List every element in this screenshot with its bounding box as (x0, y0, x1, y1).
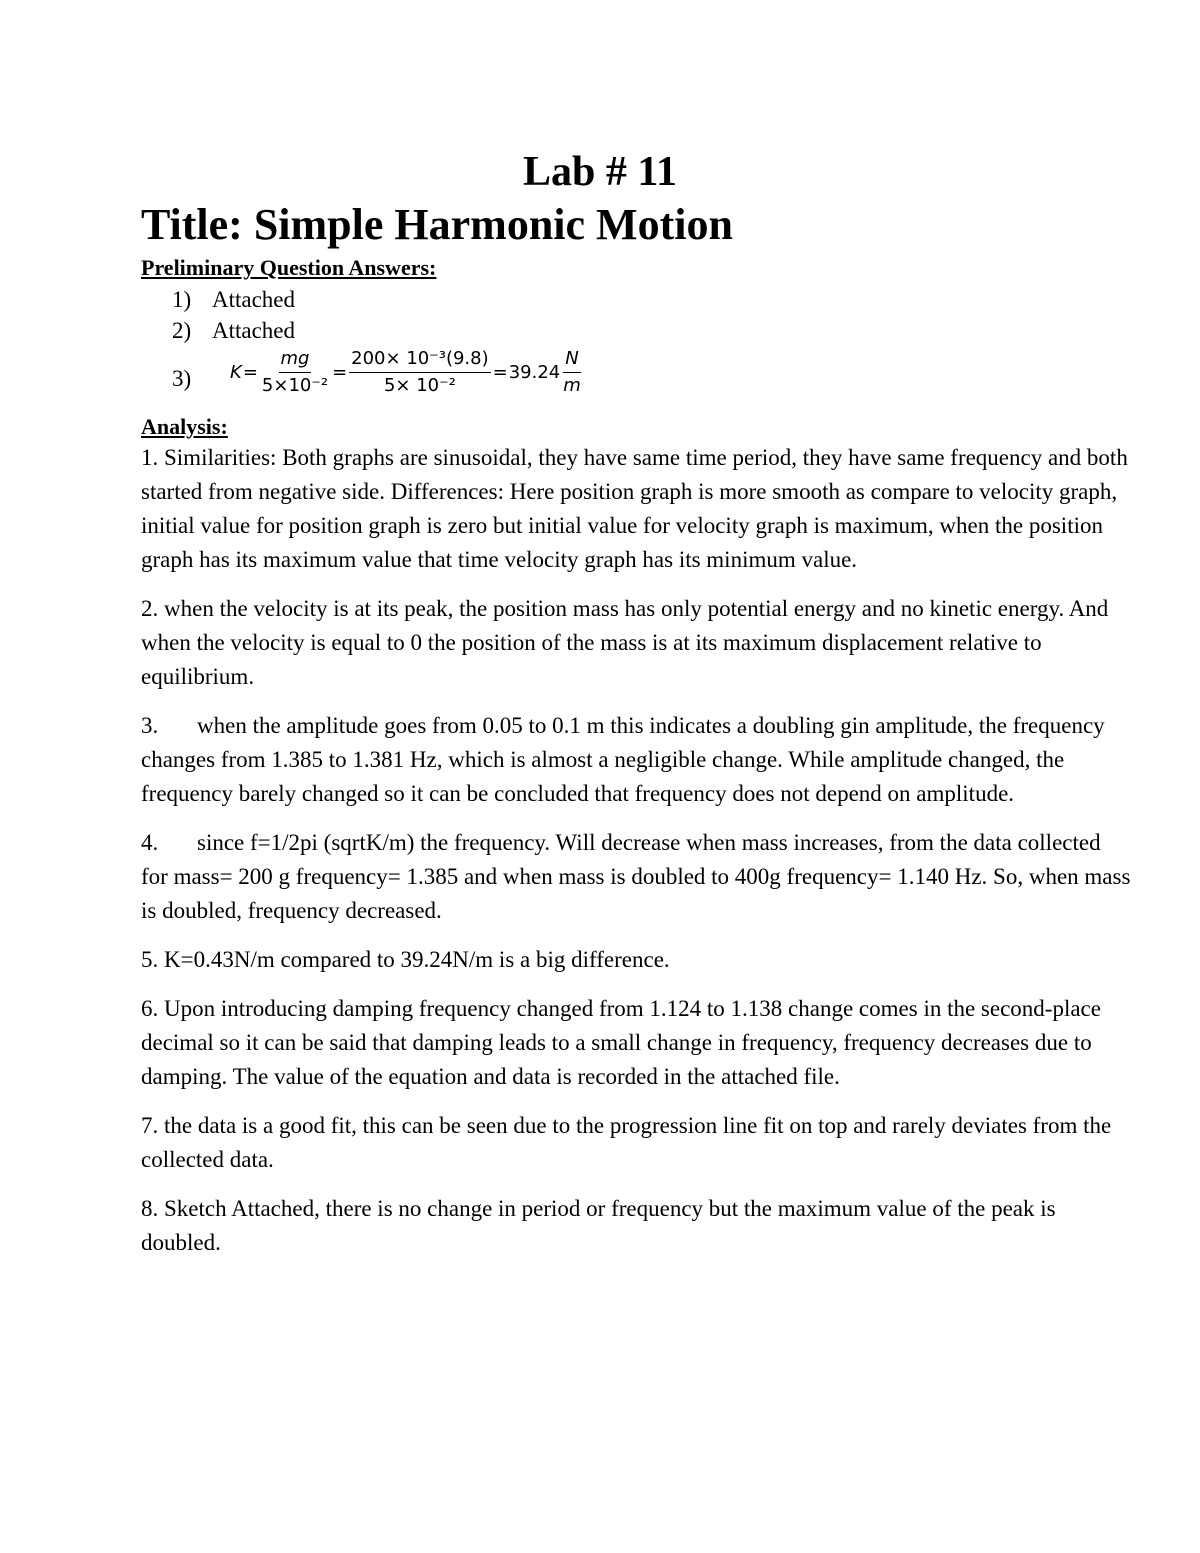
answer-text: Similarities: Both graphs are sinusoidal, they have same time period, they have same frequency and both started from negative side. Differences: Here position graph is more smooth as compare to velocity graph, initial value for position graph is zero but initial value for velocity graph is maximum, when the position graph has its maximum value that time velocity graph has its minimum value. (141, 445, 1128, 572)
answer-index: 3. (141, 713, 159, 738)
answer-paragraph (141, 592, 1131, 694)
fraction-values (349, 348, 490, 397)
answer-text: Sketch Attached, there is no change in period or frequency but the maximum value of the peak is doubled. (141, 1196, 1056, 1255)
answer-index: 8. (141, 1196, 159, 1221)
answer-text: the data is a good fit, this can be seen due to the progression line fit on top and rarely deviates from the collected data. (141, 1113, 1112, 1172)
spring-constant-equation (230, 348, 584, 397)
preliminary-item-text: Attached (212, 318, 296, 343)
answer-text: K=0.43N/m compared to 39.24N/m is a big difference. (164, 947, 670, 972)
answer-index: 4. (141, 830, 159, 855)
fraction-denominator: 5× 10⁻² (383, 375, 456, 396)
answer-paragraph (141, 1109, 1131, 1177)
analysis-heading: Analysis: (141, 414, 228, 439)
answer-paragraph (141, 441, 1131, 577)
unit-denominator: m (563, 375, 581, 396)
preliminary-item-number: 1) (172, 287, 192, 312)
answer-text: when the velocity is at its peak, the position mass has only potential energy and no kinetic energy. And when the velocity is equal to 0 the position of the mass is at its maximum displacement relative to equilibrium. (141, 596, 1109, 689)
equals-sign: = (492, 362, 508, 383)
answer-text: Upon introducing damping frequency changed from 1.124 to 1.138 change comes in the second-place decimal so it can be said that damping leads to a small change in frequency, frequency decreases due to damping. The value of the equation and data is recorded in the attached file. (141, 996, 1101, 1089)
answer-text: when the amplitude goes from 0.05 to 0.1 m this indicates a doubling gin amplitude, the frequency changes from 1.385 to 1.381 Hz, which is almost a negligible change. While amplitude changed, the frequency barely changed so it can be concluded that frequency does not depend on amplitude. (141, 713, 1105, 806)
answer-index: 5. (141, 947, 159, 972)
answer-index: 6. (141, 996, 159, 1021)
preliminary-item (172, 284, 295, 315)
preliminary-item-text: Attached (212, 287, 296, 312)
preliminary-heading: Preliminary Question Answers: (141, 255, 437, 280)
answer-text: since f=1/2pi (sqrtK/m) the frequency. Will decrease when mass increases, from the data collected for mass= 200 g frequency= 1.385 and when mass is doubled to 400g frequency= 1.140 Hz. So, when mass is doubled, frequency decreased. (141, 830, 1131, 923)
equals-sign: = (332, 362, 348, 383)
equals-sign: = (242, 362, 258, 383)
fraction-numerator: 200× 10⁻³(9.8) (349, 348, 490, 373)
unit-numerator: N (563, 348, 580, 373)
answer-paragraph (141, 943, 1131, 977)
lab-title: Title: Simple Harmonic Motion (141, 200, 733, 249)
answer-index: 7. (141, 1113, 159, 1138)
equation-result: 39.24 (508, 362, 561, 383)
analysis-answers (141, 441, 1131, 1275)
fraction-denominator: 5×10⁻² (261, 375, 329, 396)
answer-paragraph (141, 1192, 1131, 1260)
equation-lhs: K (230, 362, 242, 383)
fraction-numerator: mg (279, 348, 312, 373)
fraction-mg (260, 348, 330, 397)
answer-index: 2. (141, 596, 159, 621)
preliminary-list (172, 284, 295, 346)
fraction-unit (561, 348, 583, 397)
preliminary-item (172, 315, 295, 346)
answer-paragraph (141, 992, 1131, 1094)
preliminary-item-number: 2) (172, 318, 192, 343)
lab-number-heading: Lab # 11 (522, 149, 678, 195)
answer-paragraph (141, 826, 1131, 928)
equation-number: 3) (172, 366, 192, 391)
answer-paragraph (141, 709, 1131, 811)
answer-index: 1. (141, 445, 159, 470)
